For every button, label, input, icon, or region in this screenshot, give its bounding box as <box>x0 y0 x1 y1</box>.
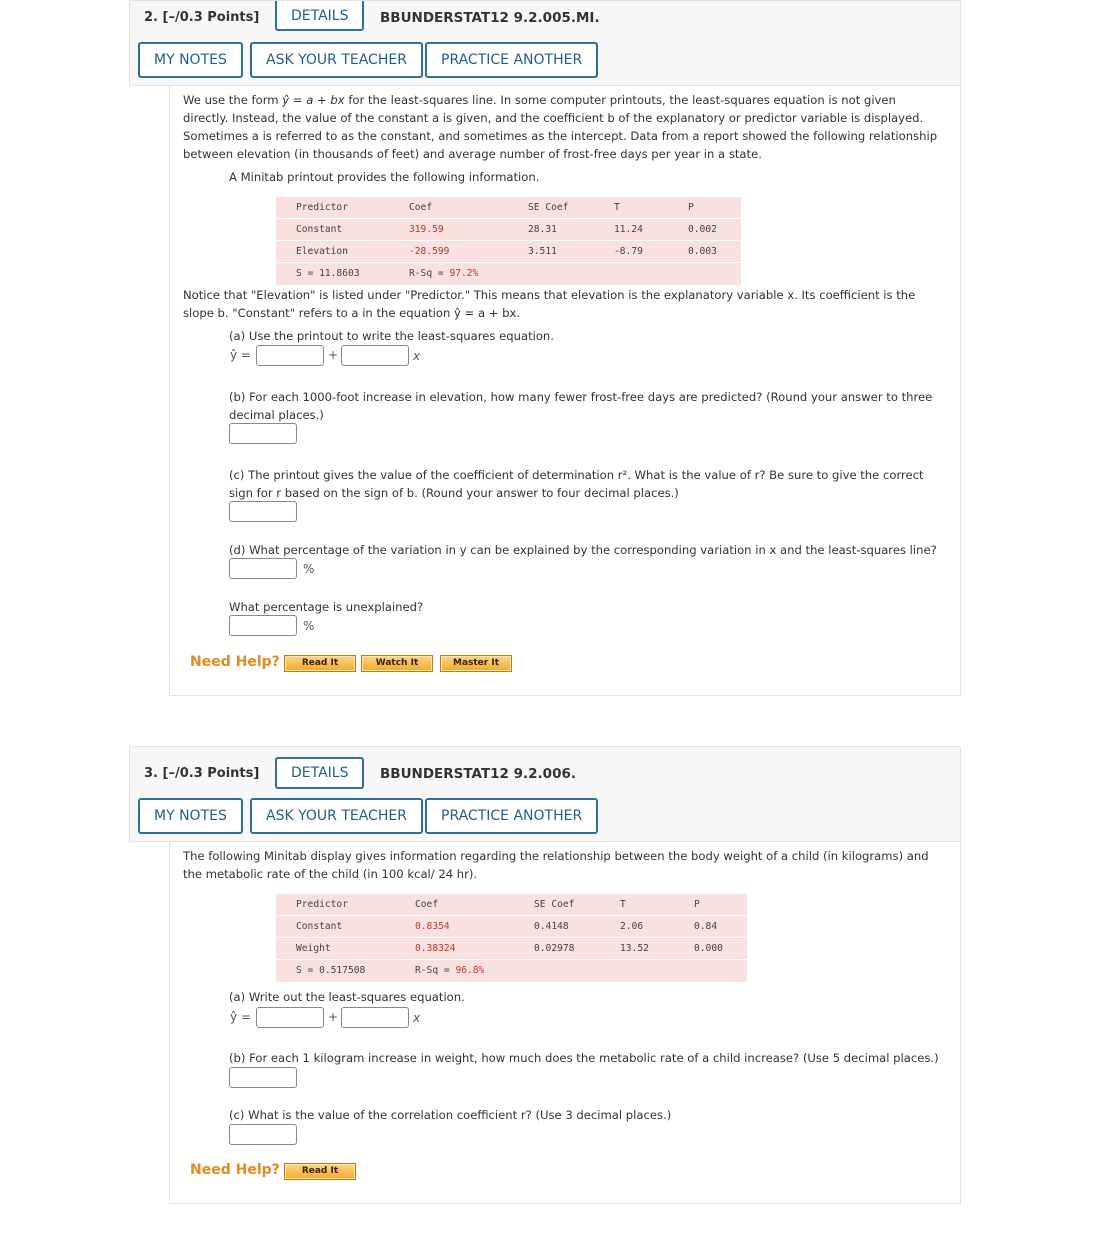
q2-x-label: x <box>413 349 421 363</box>
q2-part-d-label: (d) What percentage of the variation in y can be explained by the corresponding variation in x and the least-squares line? <box>229 543 937 557</box>
q2-row2-coef: -28.599 <box>409 246 450 257</box>
q2-row1-secoef: 28.31 <box>528 224 557 235</box>
q3-intro: The following Minitab display gives information regarding the relationship between the body weight of a child (in kilograms) and the metabolic rate of the child (in 100 kcal/ 24 hr). <box>183 849 929 881</box>
q2-row1-coef: 319.59 <box>409 224 444 235</box>
q3-hdr-secoef: SE Coef <box>534 899 575 910</box>
q2-c-input[interactable] <box>229 501 297 522</box>
q2-details-button[interactable]: DETAILS <box>275 1 364 31</box>
q3-minitab-printout <box>276 894 747 982</box>
q3-row2-p: 0.000 <box>694 943 723 954</box>
q2-ask-teacher-button[interactable]: ASK YOUR TEACHER <box>250 42 423 78</box>
q3-practice-another-button[interactable]: PRACTICE ANOTHER <box>425 798 598 834</box>
q2-percent-sign-2: % <box>303 619 315 633</box>
q2-points: 2. [–/0.3 Points] <box>144 10 260 25</box>
q3-c-input[interactable] <box>229 1124 297 1145</box>
q3-hdr-predictor: Predictor <box>296 899 348 910</box>
q3-part-c-label: (c) What is the value of the correlation coefficient r? (Use 3 decimal places.) <box>229 1108 672 1122</box>
q3-row2-t: 13.52 <box>620 943 649 954</box>
q3-row1-secoef: 0.4148 <box>534 921 569 932</box>
q3-code: BBUNDERSTAT12 9.2.006. <box>380 766 576 782</box>
q3-a-slope-input[interactable] <box>341 1007 409 1028</box>
q2-hdr-t: T <box>614 202 620 213</box>
q3-yhat-label: ŷ = <box>230 1010 251 1024</box>
q2-minitab-intro: A Minitab printout provides the following information. <box>229 170 540 184</box>
q3-row1-t: 2.06 <box>620 921 644 932</box>
q2-row1-p: 0.002 <box>688 224 717 235</box>
q2-d-unexplained-input[interactable] <box>229 615 297 636</box>
q2-minitab-printout <box>276 197 741 285</box>
q3-row1-coef: 0.8354 <box>415 921 450 932</box>
q2-hdr-predictor: Predictor <box>296 202 348 213</box>
q2-code: BBUNDERSTAT12 9.2.005.MI. <box>380 10 600 26</box>
q3-row1-predictor: Constant <box>296 921 343 932</box>
q2-row2-predictor: Elevation <box>296 246 348 257</box>
q2-my-notes-button[interactable]: MY NOTES <box>138 42 243 78</box>
q3-row2-coef: 0.38324 <box>415 943 456 954</box>
q3-plus-sign: + <box>328 1010 339 1024</box>
q2-hdr-coef: Coef <box>409 202 433 213</box>
q2-part-b-label: (b) For each 1000-foot increase in elevation, how many fewer frost-free days are predicted? (Round your answer to three decimal places.) <box>229 390 933 422</box>
q3-s-value: S = 0.517508 <box>296 965 366 976</box>
q2-b-input[interactable] <box>229 423 297 444</box>
q3-rsq: R-Sq = 96.8% <box>415 965 485 976</box>
q2-part-c-label: (c) The printout gives the value of the coefficient of determination r². What is the value of r? Be sure to give the correct sign for r based on the sign of b. (Round your answer to four decimal places.) <box>229 468 924 500</box>
q2-practice-another-button[interactable]: PRACTICE ANOTHER <box>425 42 598 78</box>
q2-row2-p: 0.003 <box>688 246 717 257</box>
q2-hdr-secoef: SE Coef <box>528 202 569 213</box>
q3-part-a-label: (a) Write out the least-squares equation. <box>229 990 465 1004</box>
q3-row2-secoef: 0.02978 <box>534 943 575 954</box>
q2-row1-predictor: Constant <box>296 224 343 235</box>
q2-intro: We use the form ŷ = a + bx for the least-squares line. In some computer printouts, the least-squares equation is not given directly. Instead, the value of the constant a is given, and the coefficient b of the explanatory or predictor variable is displayed. Sometimes a is referred to as the constant, and sometimes as the intercept. Data from a report showed the following relationship between elevation (in thousands of feet) and average number of frost-free days per year in a state. <box>183 93 938 161</box>
q3-hdr-coef: Coef <box>415 899 439 910</box>
q3-read-it-button[interactable]: Read It <box>284 1163 356 1180</box>
q2-watch-it-button[interactable]: Watch It <box>361 655 433 672</box>
q3-points: 3. [–/0.3 Points] <box>144 766 260 781</box>
q3-hdr-p: P <box>694 899 700 910</box>
q2-row1-t: 11.24 <box>614 224 643 235</box>
q3-part-b-label: (b) For each 1 kilogram increase in weight, how much does the metabolic rate of a child increase? (Use 5 decimal places.) <box>229 1051 939 1065</box>
q2-hdr-p: P <box>688 202 694 213</box>
q2-rsq: R-Sq = 97.2% <box>409 268 479 279</box>
q2-row2-secoef: 3.511 <box>528 246 557 257</box>
q2-part-a-label: (a) Use the printout to write the least-squares equation. <box>229 329 554 343</box>
q2-a-intercept-input[interactable] <box>256 345 324 366</box>
q2-yhat-label: ŷ = <box>230 348 251 362</box>
q2-a-slope-input[interactable] <box>341 345 409 366</box>
q2-d-explained-input[interactable] <box>229 558 297 579</box>
q2-read-it-button[interactable]: Read It <box>284 655 356 672</box>
q3-ask-teacher-button[interactable]: ASK YOUR TEACHER <box>250 798 423 834</box>
q2-notice: Notice that "Elevation" is listed under "Predictor." This means that elevation is the explanatory variable x. Its coefficient is the slope b. "Constant" refers to a in the equation ŷ = a + bx. <box>183 288 916 320</box>
q2-s-value: S = 11.8603 <box>296 268 360 279</box>
q2-row2-t: -8.79 <box>614 246 643 257</box>
q2-header <box>129 0 961 86</box>
q3-details-button[interactable]: DETAILS <box>275 757 364 789</box>
q3-hdr-t: T <box>620 899 626 910</box>
q2-unexplained-label: What percentage is unexplained? <box>229 600 424 614</box>
q2-need-help: Need Help? <box>190 654 280 670</box>
q2-percent-sign-1: % <box>303 562 315 576</box>
q3-my-notes-button[interactable]: MY NOTES <box>138 798 243 834</box>
q3-a-intercept-input[interactable] <box>256 1007 324 1028</box>
q2-plus-sign: + <box>328 348 339 362</box>
q3-b-input[interactable] <box>229 1067 297 1088</box>
q3-x-label: x <box>413 1011 421 1025</box>
q2-master-it-button[interactable]: Master It <box>440 655 512 672</box>
q3-need-help: Need Help? <box>190 1162 280 1178</box>
q3-row2-predictor: Weight <box>296 943 331 954</box>
q3-row1-p: 0.84 <box>694 921 718 932</box>
q3-header <box>129 746 961 842</box>
